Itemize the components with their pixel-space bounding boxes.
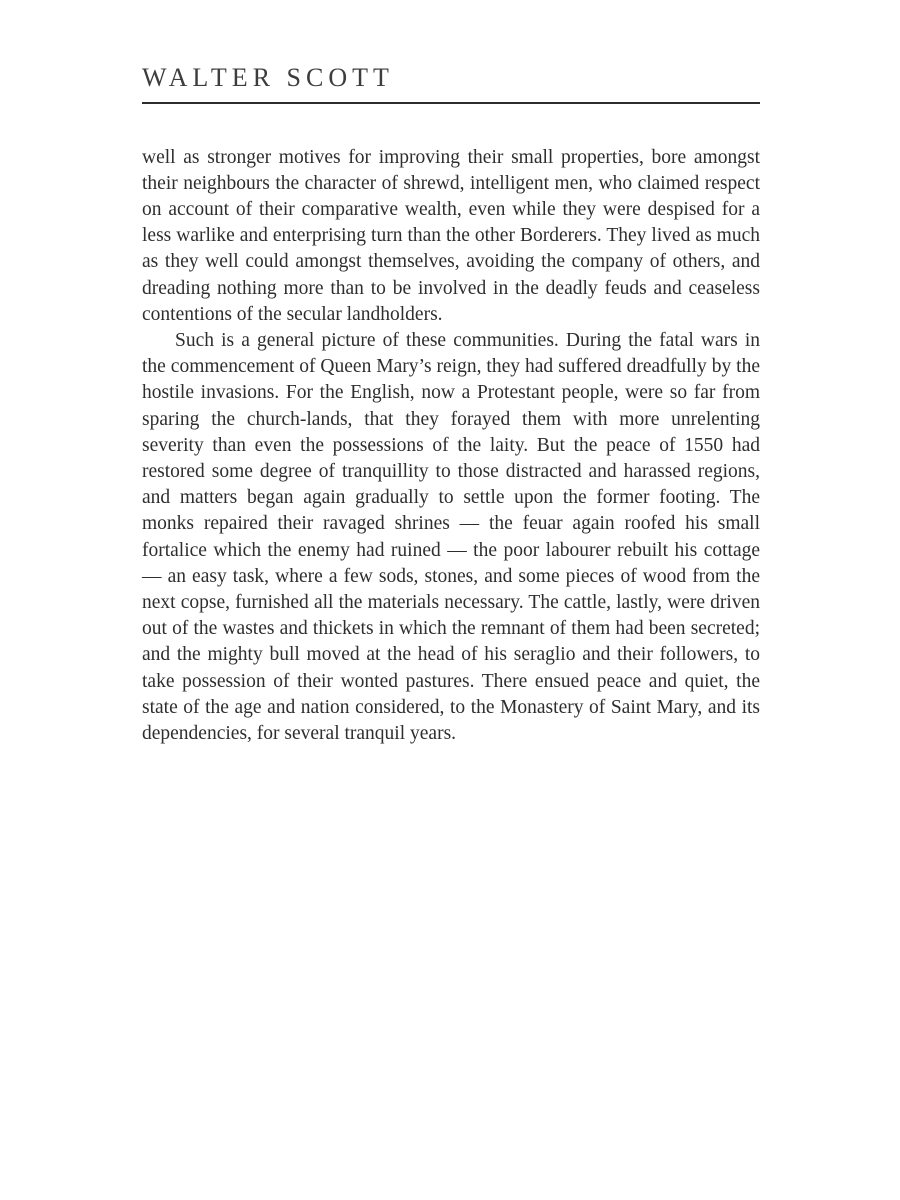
page-body <box>142 145 760 748</box>
header-rule <box>142 102 760 104</box>
running-header-author: WALTER SCOTT <box>142 63 394 92</box>
paragraph-continuation: well as stronger motives for improving their small properties, bore amongst their neighbours the character of shrewd, intelligent men, who claimed respect on account of their comparative wealth, even while they were despised for a less warlike and enterprising turn than the other Borderers. They lived as much as they well could amongst themselves, avoiding the company of others, and dreading nothing more than to be involved in the deadly feuds and ceaseless contentions of the secular landholders. <box>142 146 760 325</box>
page-header <box>142 64 760 104</box>
paragraph: Such is a general picture of these communities. During the fatal wars in the commencement of Queen Mary’s reign, they had suffered dreadfully by the hostile invasions. For the English, now a Protestant people, were so far from sparing the church-lands, that they forayed them with more unrelenting severity than even the possessions of the laity. But the peace of 1550 had restored some degree of tranquillity to those distracted and harassed regions, and matters began again gradually to settle upon the former footing. The monks repaired their ravaged shrines — the feuar again roofed his small fortalice which the enemy had ruined — the poor labourer rebuilt his cottage — an easy task, where a few sods, stones, and some pieces of wood from the next copse, furnished all the materials necessary. The cattle, lastly, were driven out of the wastes and thickets in which the remnant of them had been secreted; and the mighty bull moved at the head of his seraglio and their followers, to take possession of their wonted pastures. There ensued peace and quiet, the state of the age and nation considered, to the Monastery of Saint Mary, and its dependencies, for several tranquil years. <box>142 330 760 745</box>
